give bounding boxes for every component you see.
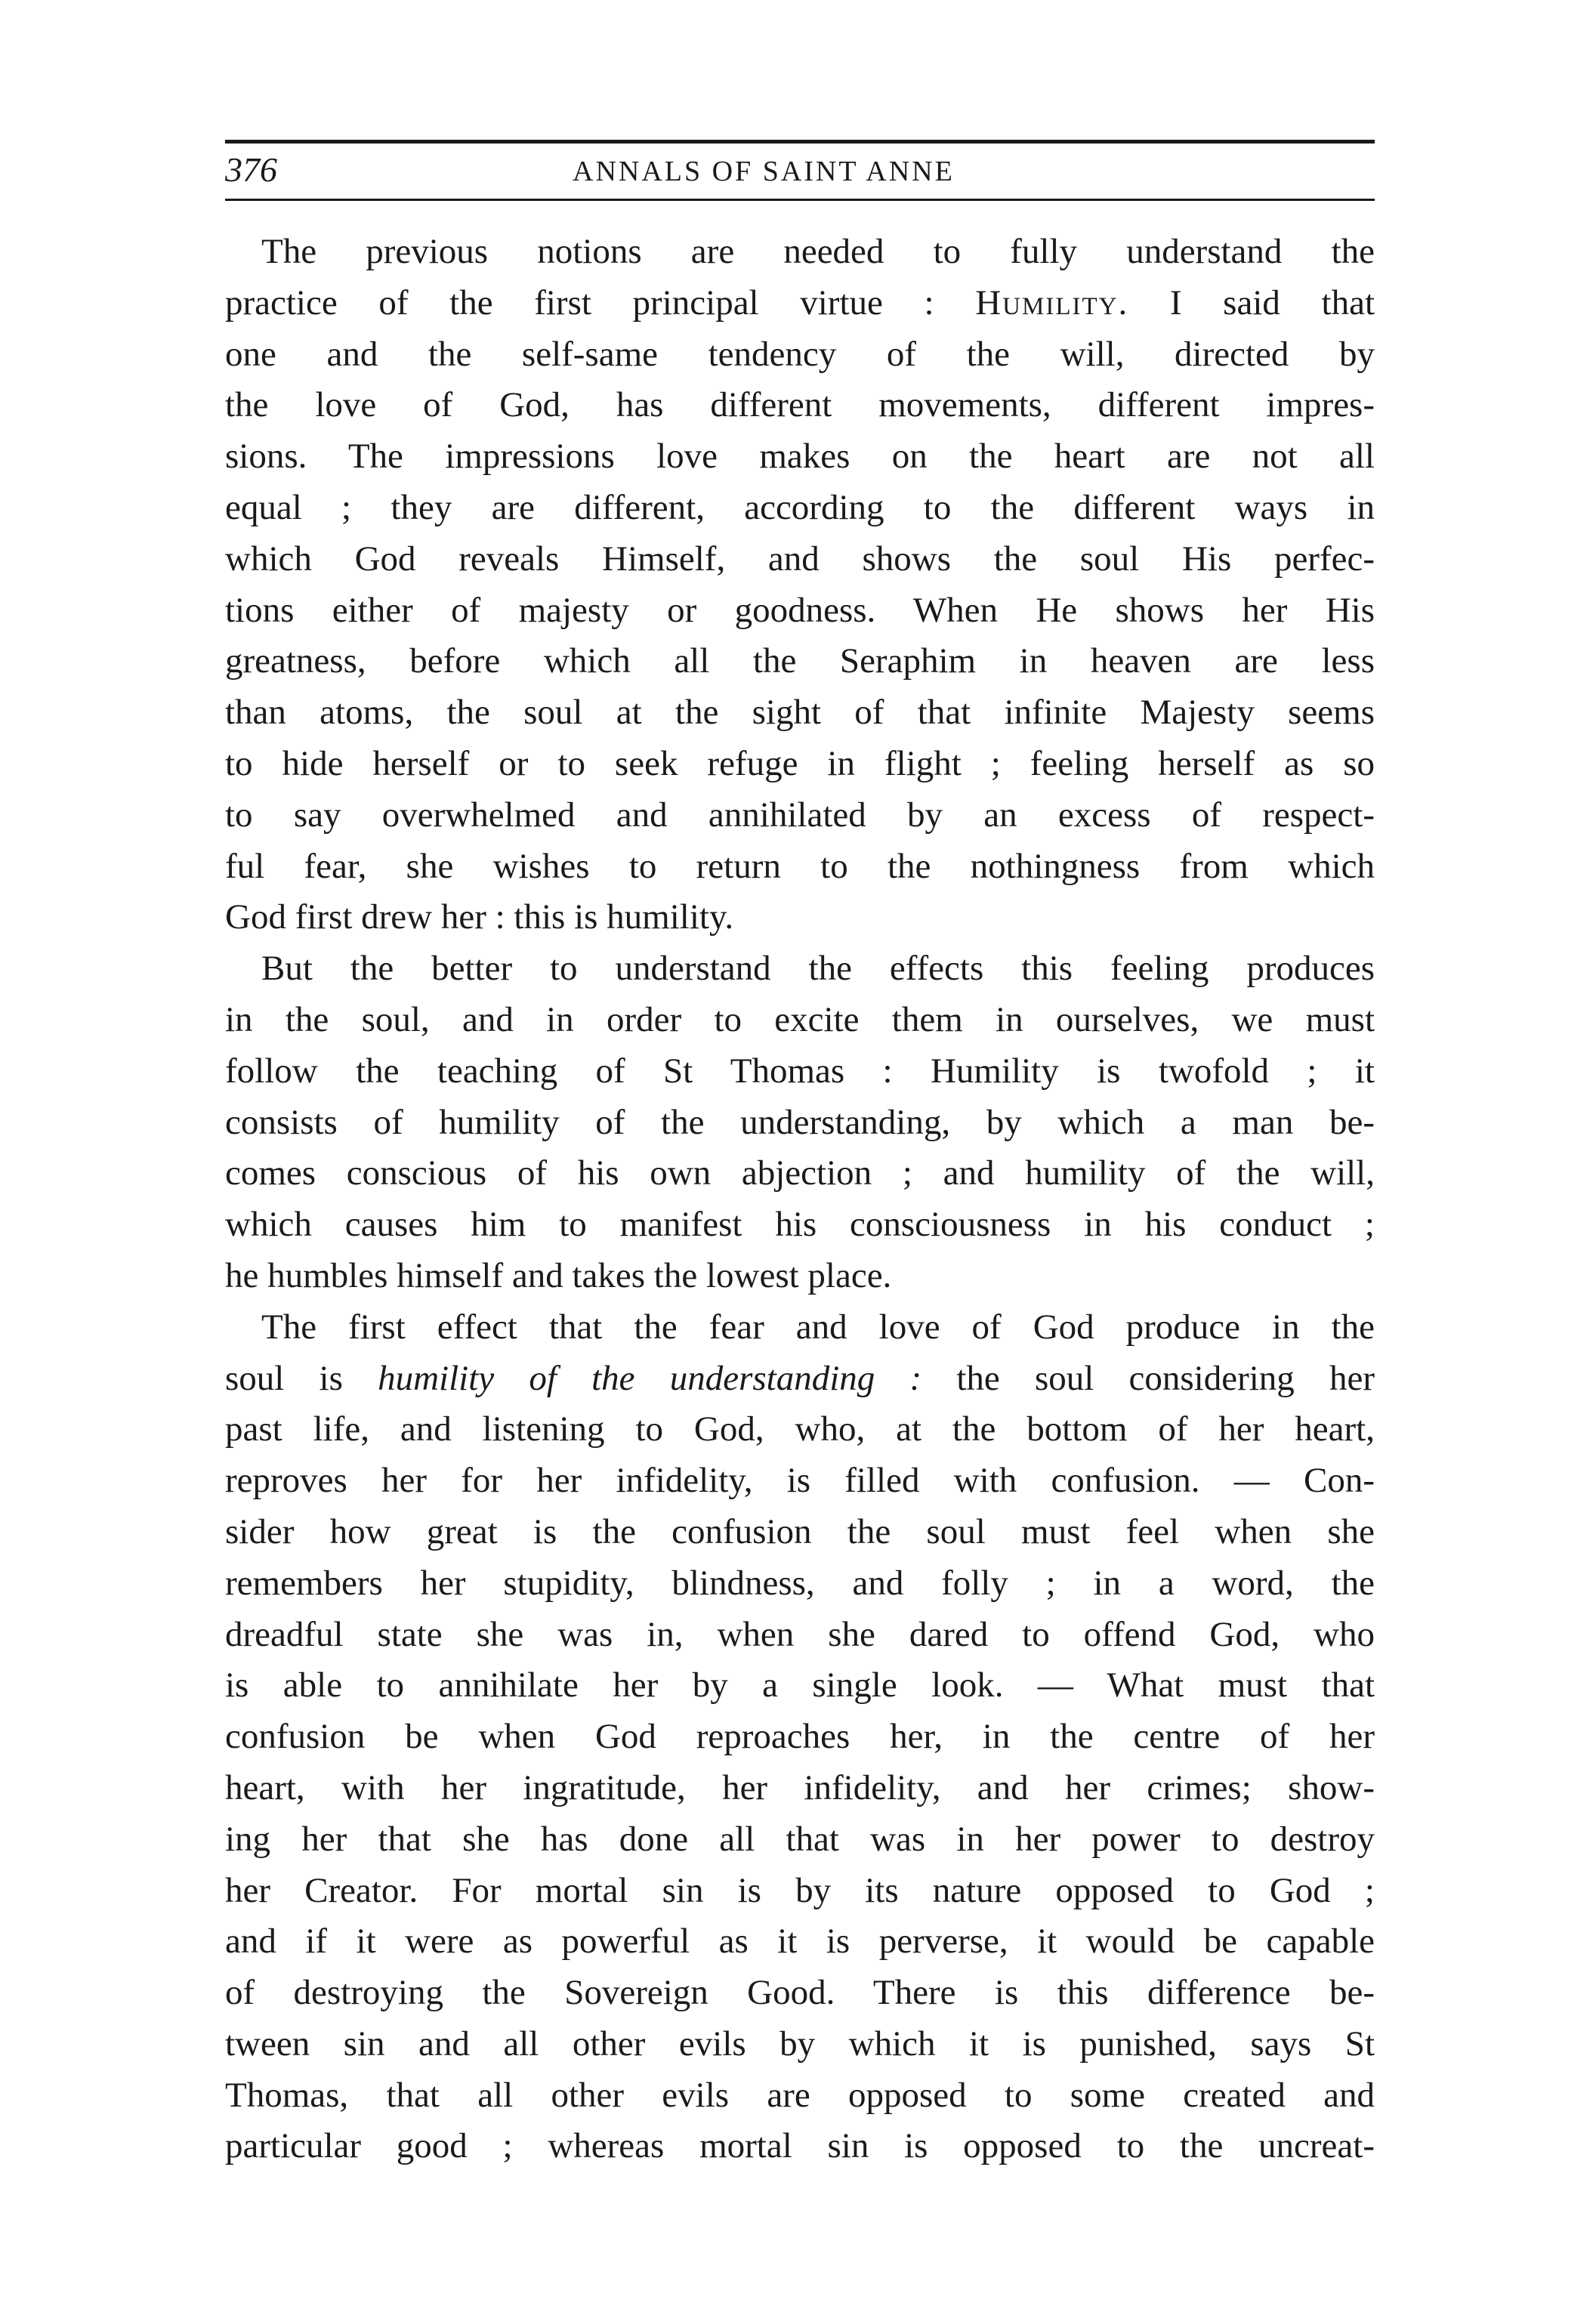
text-line: dreadful state she was in, when she dared to offend God, who xyxy=(225,1614,1375,1654)
text-line: Thomas, that all other evils are opposed to some created and xyxy=(225,2075,1375,2115)
text-line: ing her that she has done all that was in her power to destroy xyxy=(225,1819,1375,1859)
text-line: equal ; they are different, according to the different ways in xyxy=(225,487,1375,527)
text-line: sider how great is the confusion the soul must feel when she xyxy=(225,1511,1375,1551)
paragraph xyxy=(225,227,1375,943)
text-line: tions either of majesty or goodness. When He shows her His xyxy=(225,590,1375,630)
text-line: sions. The impressions love makes on the heart are not all xyxy=(225,437,1375,477)
text-line: reproves her for her infidelity, is filled with confusion. — Con- xyxy=(225,1461,1375,1501)
text-line: is able to annihilate her by a single look. — What must that xyxy=(225,1665,1375,1706)
page-number: 376 xyxy=(225,150,277,189)
text-line: past life, and listening to God, who, at the bottom of her heart, xyxy=(225,1409,1375,1449)
text-span: the soul considering her xyxy=(921,1358,1375,1398)
text-line: of destroying the Sovereign Good. There is this difference be- xyxy=(225,1973,1375,2013)
text-line: which causes him to manifest his consciousness in his conduct ; xyxy=(225,1205,1375,1245)
running-title: ANNALS OF SAINT ANNE xyxy=(573,156,955,187)
paragraph xyxy=(225,943,1375,1302)
text-line: particular good ; whereas mortal sin is opposed to the uncreat- xyxy=(225,2126,1375,2166)
text-line: he humbles himself and takes the lowest place. xyxy=(225,1255,892,1295)
text-line: in the soul, and in order to excite them in ourselves, we must xyxy=(225,999,1375,1039)
italic-term: humility of the understanding : xyxy=(378,1358,922,1398)
text-line: her Creator. For mortal sin is by its nature opposed to God ; xyxy=(225,1870,1375,1910)
text-line: comes conscious of his own abjection ; and humility of the will, xyxy=(225,1153,1375,1193)
text-line: The previous notions are needed to fully understand the xyxy=(261,232,1375,271)
text-span: soul is xyxy=(225,1358,378,1398)
text-line: the love of God, has different movements, different impres- xyxy=(225,385,1375,425)
text-line: remembers her stupidity, blindness, and folly ; in a word, the xyxy=(225,1563,1375,1603)
text-line: one and the self-same tendency of the will, directed by xyxy=(225,334,1375,374)
header-top-rule xyxy=(225,140,1375,144)
small-caps-term: Humility. xyxy=(975,282,1129,323)
text-line: consists of humility of the understanding, by which a man be- xyxy=(225,1102,1375,1142)
body-text xyxy=(225,227,1375,2172)
text-span: practice of the first principal virtue : xyxy=(225,282,976,323)
text-line: tween sin and all other evils by which it is punished, says St xyxy=(225,2023,1375,2064)
text-line: and if it were as powerful as it is perverse, it would be capable xyxy=(225,1922,1375,1962)
text-line: follow the teaching of St Thomas : Humility is twofold ; it xyxy=(225,1051,1375,1091)
text-span: I said that xyxy=(1128,282,1375,323)
text-line: to hide herself or to seek refuge in flight ; feeling herself as so xyxy=(225,743,1375,783)
text-line: confusion be when God reproaches her, in the centre of her xyxy=(225,1717,1375,1757)
text-line: which God reveals Himself, and shows the soul His perfec- xyxy=(225,539,1375,579)
text-line: ful fear, she wishes to return to the nothingness from which xyxy=(225,846,1375,886)
text-line: But the better to understand the effects this feeling produces xyxy=(261,949,1375,989)
paragraph xyxy=(225,1302,1375,2173)
text-line: greatness, before which all the Seraphim in heaven are less xyxy=(225,641,1375,681)
text-line xyxy=(225,1354,1375,1405)
text-line: than atoms, the soul at the sight of that infinite Majesty seems xyxy=(225,693,1375,733)
text-line: heart, with her ingratitude, her infidelity, and her crimes; show- xyxy=(225,1767,1375,1807)
text-line xyxy=(225,278,1375,329)
page-header xyxy=(225,132,1375,200)
header-bottom-rule xyxy=(225,199,1375,201)
text-line: to say overwhelmed and annihilated by an excess of respect- xyxy=(225,795,1375,835)
text-line: God first drew her : this is humility. xyxy=(225,897,734,937)
text-line: The first effect that the fear and love of God produce in the xyxy=(261,1307,1375,1347)
